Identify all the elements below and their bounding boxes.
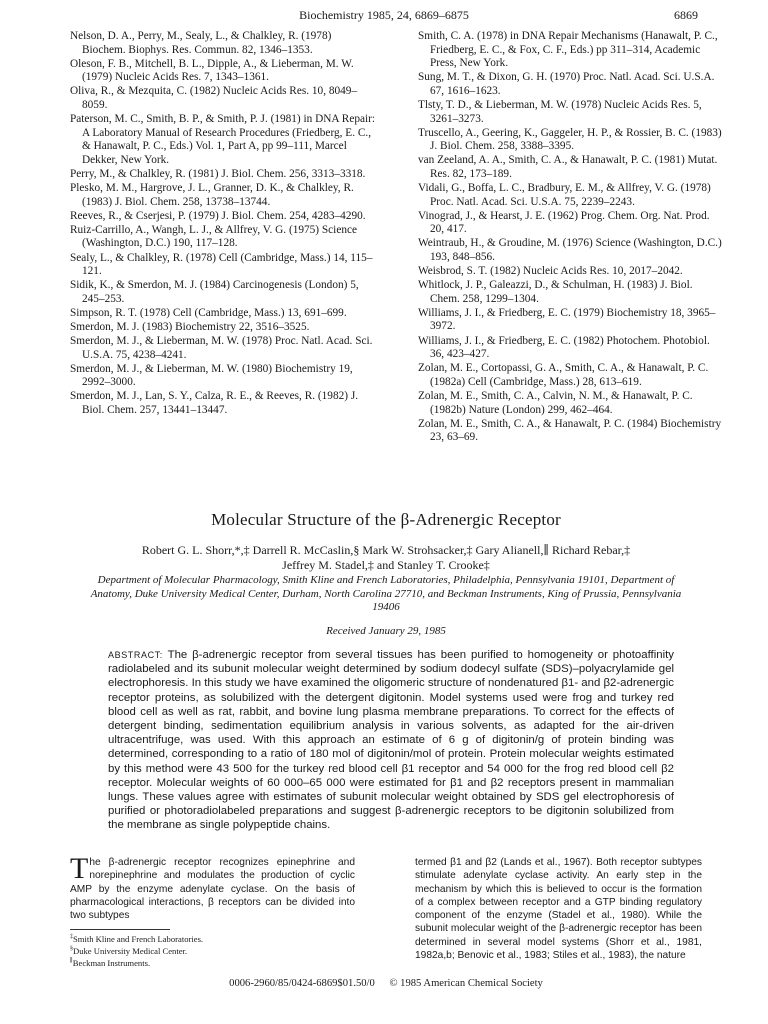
reference-entry: Sung, M. T., & Dixon, G. H. (1970) Proc. Natl. Acad. Sci. U.S.A. 67, 1616–1623. — [418, 71, 715, 97]
reference-entry: Vinograd, J., & Hearst, J. E. (1962) Prog. Chem. Org. Nat. Prod. 20, 417. — [418, 209, 710, 236]
footnote — [70, 944, 355, 956]
reference-entry: Weisbrod, S. T. (1982) Nucleic Acids Res. 10, 2017–2042. — [418, 265, 683, 278]
footnote-text: Duke University Medical Center. — [73, 946, 188, 957]
article-title: Molecular Structure of the β-Adrenergic Receptor — [211, 510, 561, 529]
reference-entry: Whitlock, J. P., Galeazzi, D., & Schulman, H. (1983) J. Biol. Chem. 258, 1299–1304. — [418, 279, 693, 305]
received-date: Received January 29, 1985 — [326, 625, 446, 637]
abstract — [108, 648, 674, 833]
footnote-mark: § — [70, 946, 73, 953]
reference-entry: Paterson, M. C., Smith, B. P., & Smith, P. J. (1981) in DNA Repair: A Laboratory Manual of Research Procedures (Friedberg, E. C., & Hanawalt, P. C., Eds.) Vol. 1, Part A, pp 99–111, Marcel Dekker, New York. — [70, 113, 376, 166]
reference-entry: Perry, M., & Chalkley, R. (1981) J. Biol. Chem. 256, 3313–3318. — [70, 167, 366, 180]
page-number: 6869 — [674, 8, 698, 22]
body-text: he β-adrenergic receptor recognizes epinephrine and norepinephrine and modulates the production of cyclic AMP by the enzyme adenylate cyclase. On the basis of pharmacological interactions, β receptors can be divided into two subtypes — [70, 857, 355, 922]
abstract-label: ABSTRACT: — [108, 650, 163, 660]
reference-entry: Ruiz-Carrillo, A., Wangh, L. J., & Allfrey, V. G. (1975) Science (Washington, D.C.) 190, 117–128. — [70, 223, 358, 250]
authors-line: Robert G. L. Shorr,*,‡ Darrell R. McCaslin,§ Mark W. Strohsacker,‡ Gary Alianell,∥ Richard Rebar,‡ — [141, 543, 631, 557]
journal-citation: Biochemistry 1985, 24, 6869–6875 — [299, 8, 469, 22]
drop-cap: T — [70, 852, 89, 885]
authors-line: Jeffrey M. Stadel,‡ and Stanley T. Crooke‡ — [282, 558, 490, 572]
reference-entry: Zolan, M. E., Cortopassi, G. A., Smith, C. A., & Hanawalt, P. C. (1982a) Cell (Cambridge, Mass.) 28, 613–619. — [418, 362, 709, 388]
footnote-text: Smith Kline and French Laboratories. — [73, 933, 204, 944]
reference-entry: Vidali, G., Boffa, L. C., Bradbury, E. M., & Allfrey, V. G. (1978) Proc. Natl. Acad. Sci. U.S.A. 75, 2239–2243. — [418, 182, 711, 208]
reference-entry: Plesko, M. M., Hargrove, J. L., Granner, D. K., & Chalkley, R. (1983) J. Biol. Chem. 258, 13738–13744. — [70, 182, 354, 208]
reference-entry: Tlsty, T. D., & Lieberman, M. W. (1978) Nucleic Acids Res. 5, 3261–3273. — [418, 98, 702, 125]
reference-entry: Zolan, M. E., Smith, C. A., Calvin, N. M., & Hanawalt, P. C. (1982b) Nature (London) 299, 462–464. — [418, 389, 693, 416]
reference-entry: Sealy, L., & Chalkley, R. (1978) Cell (Cambridge, Mass.) 14, 115–121. — [70, 251, 373, 278]
article-code: 0006-2960/85/0424-6869$01.50/0 — [229, 978, 375, 989]
body-text: termed β1 and β2 (Lands et al., 1967). Both receptor subtypes stimulate adenylate cyclase activity. An early step in the mechanism by which this is believed to occur is the formation of a complex between receptor and a GTP binding regulatory component of the enzyme (Stadel et al., 1980). While the subunit molecular weight of the β-adrenergic receptor has been determined in several model systems (Shorr et al., 1981, 1982a,b; Benovic et al., 1983; Stiles et al., 1983), the nature — [415, 857, 702, 962]
footnote-mark: ∥ — [70, 958, 73, 965]
footnotes — [70, 929, 355, 968]
reference-entry: Simpson, R. T. (1978) Cell (Cambridge, Mass.) 13, 691–699. — [70, 306, 347, 319]
reference-entry: Oliva, R., & Mezquita, C. (1982) Nucleic Acids Res. 10, 8049–8059. — [70, 85, 358, 111]
reference-entry: Sidik, K., & Smerdon, M. J. (1984) Carcinogenesis (London) 5, 245–253. — [70, 279, 359, 305]
reference-entry: Smerdon, M. J., Lan, S. Y., Calza, R. E., & Reeves, R. (1982) J. Biol. Chem. 257, 13441–13447. — [70, 390, 359, 417]
references-left-column — [70, 30, 376, 418]
reference-entry: Smerdon, M. J., & Lieberman, M. W. (1980) Biochemistry 19, 2992–3000. — [70, 362, 353, 389]
footnote-text: Beckman Instruments. — [72, 958, 151, 969]
reference-entry: Zolan, M. E., Smith, C. A., & Hanawalt, P. C. (1984) Biochemistry 23, 63–69. — [418, 417, 722, 444]
reference-entry: Williams, J. I., & Friedberg, E. C. (1979) Biochemistry 18, 3965–3972. — [418, 306, 716, 333]
copyright: © 1985 American Chemical Society — [389, 978, 543, 989]
footnote — [70, 956, 355, 968]
body-column-right — [415, 856, 702, 962]
reference-entry: Oleson, F. B., Mitchell, B. L., Dipple, A., & Lieberman, M. W. (1979) Nucleic Acids Res. 7, 1343–1361. — [70, 57, 354, 84]
reference-entry: Williams, J. I., & Friedberg, E. C. (1982) Photochem. Photobiol. 36, 423–427. — [418, 334, 710, 361]
footnote-rule — [70, 929, 170, 930]
reference-entry: Nelson, D. A., Perry, M., Sealy, L., & Chalkley, R. (1978) Biochem. Biophys. Res. Commun. 82, 1346–1353. — [70, 30, 332, 56]
footnote-mark: ‡ — [70, 934, 73, 940]
reference-entry: Smerdon, M. J., & Lieberman, M. W. (1978) Proc. Natl. Acad. Sci. U.S.A. 75, 4238–4241. — [70, 335, 373, 361]
reference-entry: Weintraub, H., & Groudine, M. (1976) Science (Washington, D.C.) 193, 848–856. — [418, 237, 722, 263]
author-list — [90, 543, 682, 573]
references-section — [70, 30, 722, 450]
abstract-text: The β-adrenergic receptor from several tissues has been purified to homogeneity or photoaffinity radiolabeled and its subunit molecular weight determined by sodium dodecyl sulfate (SDS)–polyacrylamide gel electrophoresis. In this study we have examined the oligomeric structure of nondenatured β1- and β2-adrenergic receptor proteins, as solubilized with the detergent digitonin. Model systems used were frog and turkey red blood cell as well as rat, rabbit, and bovine lung plasma membrane preparations. To correct for the effects of detergent binding, sedimentation equilibrium analysis in various solvents, as adapted for the air-driven ultracentrifuge, was used. With this approach an estimate of 6 g of digitonin/g of protein binding was determined, corresponding to a ratio of 180 mol of digitonin/mol of protein. Protein molecular weights estimated by this method were 43 500 for the turkey red blood cell β1 receptor and 54 000 for the frog red blood cell β2 receptor. Molecular weights of 60 000–65 000 were estimated for β1 and β2 receptors present in mammalian lungs. These values agree with estimates of subunit molecular weight obtained by SDS gel electrophoresis of purified or photoradiolabeled preparations and suggest β-adrenergic receptors to be digitonin solubilized from the membrane as single polypeptide chains. — [108, 649, 674, 832]
reference-entry: van Zeeland, A. A., Smith, C. A., & Hanawalt, P. C. (1981) Mutat. Res. 82, 173–189. — [418, 154, 718, 180]
running-head — [70, 8, 698, 24]
page-footer — [70, 978, 702, 989]
reference-entry: Reeves, R., & Cserjesi, P. (1979) J. Biol. Chem. 254, 4283–4290. — [70, 209, 366, 222]
reference-entry: Smerdon, M. J. (1983) Biochemistry 22, 3516–3525. — [70, 320, 310, 333]
body-column-left — [70, 852, 355, 922]
affiliation: Department of Molecular Pharmacology, Smith Kline and French Laboratories, Philadelphia, Pennsylvania 19101, Department of Anatomy, Duke University Medical Center, Durham, North Carolina 27710, and Beckman Instruments, King of Prussia, Pennsylvania 19406 — [90, 574, 682, 613]
reference-entry: Truscello, A., Geering, K., Gaggeler, H. P., & Rossier, B. C. (1983) J. Biol. Chem. 258, 3388–3395. — [418, 126, 722, 153]
reference-entry: Smith, C. A. (1978) in DNA Repair Mechanisms (Hanawalt, P. C., Friedberg, E. C., & Fox, C. F., Eds.) pp 311–314, Academic Press, New York. — [418, 30, 718, 70]
footnote — [70, 932, 355, 944]
references-right-column — [418, 30, 724, 445]
